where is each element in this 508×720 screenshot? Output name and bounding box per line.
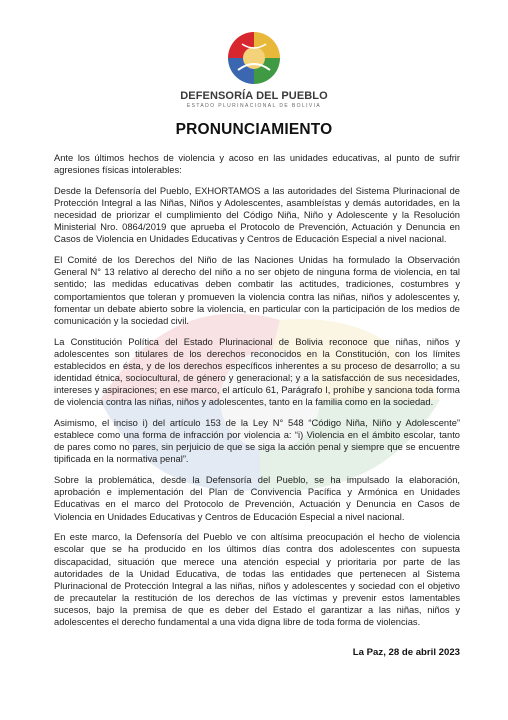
paragraph-concern: En este marco, la Defensoría del Pueblo ve con altísima preocupación el hecho de violencia escolar que se ha producido en los últimos días contra dos adolescentes con supuesta discapacidad, situación que merece una atención especial y prioritaria por parte de las autoridades de la Unidad Educativa, de todas las entidades que pertenecen al Sistema Plurinacional de Protección Integral a las niñas, niños y adolescentes y sociedad con el objetivo de precautelar la restitución de los derechos de las víctimas y prevenir estos lamentables sucesos, bajo la premisa de que es deber del Estado el garantizar a las niñas, niños y adolescentes el derecho fundamental a una vida digna libre de toda forma de violencias. (54, 532, 460, 628)
org-tagline: ESTADO PLURINACIONAL DE BOLIVIA (186, 103, 322, 109)
paragraph-un-committee: El Comité de los Derechos del Niño de las Naciones Unidas ha formulado la Observación General N° 13 relativo al derecho del niño a no ser objeto de ninguna forma de violencia, en tal sentido; las medidas educativas deben combatir las actitudes, tradiciones, costumbres y comportamientos que toleran y promueven la violencia contra las niñas, niños y adolescentes y, fomentar un debate abierto sobre la violencia, en particular con la participación de los medios de comunicación y la sociedad civil. (54, 255, 460, 326)
paragraph-exhortation: Desde la Defensoría del Pueblo, EXHORTAMOS a las autoridades del Sistema Plurinacional de Protección Integral a las Niñas, Niños y Adolescentes, asambleístas y demás autoridades, en la necesidad de priorizar el cumplimiento del Código Niña, Niño y Adolescente y la Resolución Ministerial Nro. 0864/2019 que aprueba el Protocolo de Prevención, Actuación y Denuncia en Casos de Violencia en Unidades Educativas y Centros de Educación Especial a nivel nacional. (54, 185, 460, 245)
paragraph-coexistence-plan: Sobre la problemática, desde la Defensoría del Pueblo, se ha impulsado la elaboración, aprobación e implementación del Plan de Convivencia Pacífica y Armónica en Unidades Educativas en el marco del Protocolo de Prevención, Actuación y Denuncia en Casos de Violencia en Unidades Educativas y Centros de Educación Especial a nivel nacional. (54, 475, 460, 522)
document-header (0, 28, 508, 109)
paragraph-intro: Ante los últimos hechos de violencia y acoso en las unidades educativas, al punto de sufrir agresiones físicas intolerables: (54, 153, 460, 176)
document-title: PRONUNCIAMIENTO (175, 121, 333, 138)
document-date: La Paz, 28 de abril 2023 (352, 647, 460, 658)
defensoria-sun-emblem-icon (224, 28, 284, 88)
document-body (54, 152, 460, 637)
paragraph-constitution: La Constitución Política del Estado Plurinacional de Bolivia reconoce que niñas, niños y adolescentes son titulares de los derechos reconocidos en la Constitución, con los límites establecidos en ésta, y de los derechos específicos inherentes a su proceso de desarrollo; a su identidad étnica, sociocultural, de género y generacional; y a la satisfacción de sus necesidades, intereses y aspiraciones; en ese marco, el artículo 61, Parágrafo I, prohíbe y sanciona toda forma de violencia contra las niñas, niños y adolescentes, tanto en la familia como en la sociedad. (54, 336, 460, 408)
org-name: DEFENSORÍA DEL PUEBLO (180, 90, 328, 102)
paragraph-law-548: Asimismo, el inciso i) del artículo 153 de la Ley N° 548 “Código Niña, Niño y Adolescente” establece como una forma de infracción por violencia a: “i) Violencia en el ámbito escolar, tanto de pares como no pares, sin perjuicio de que se siga la acción penal y siempre que se encuentre tipificada en la normativa penal”. (54, 417, 460, 465)
